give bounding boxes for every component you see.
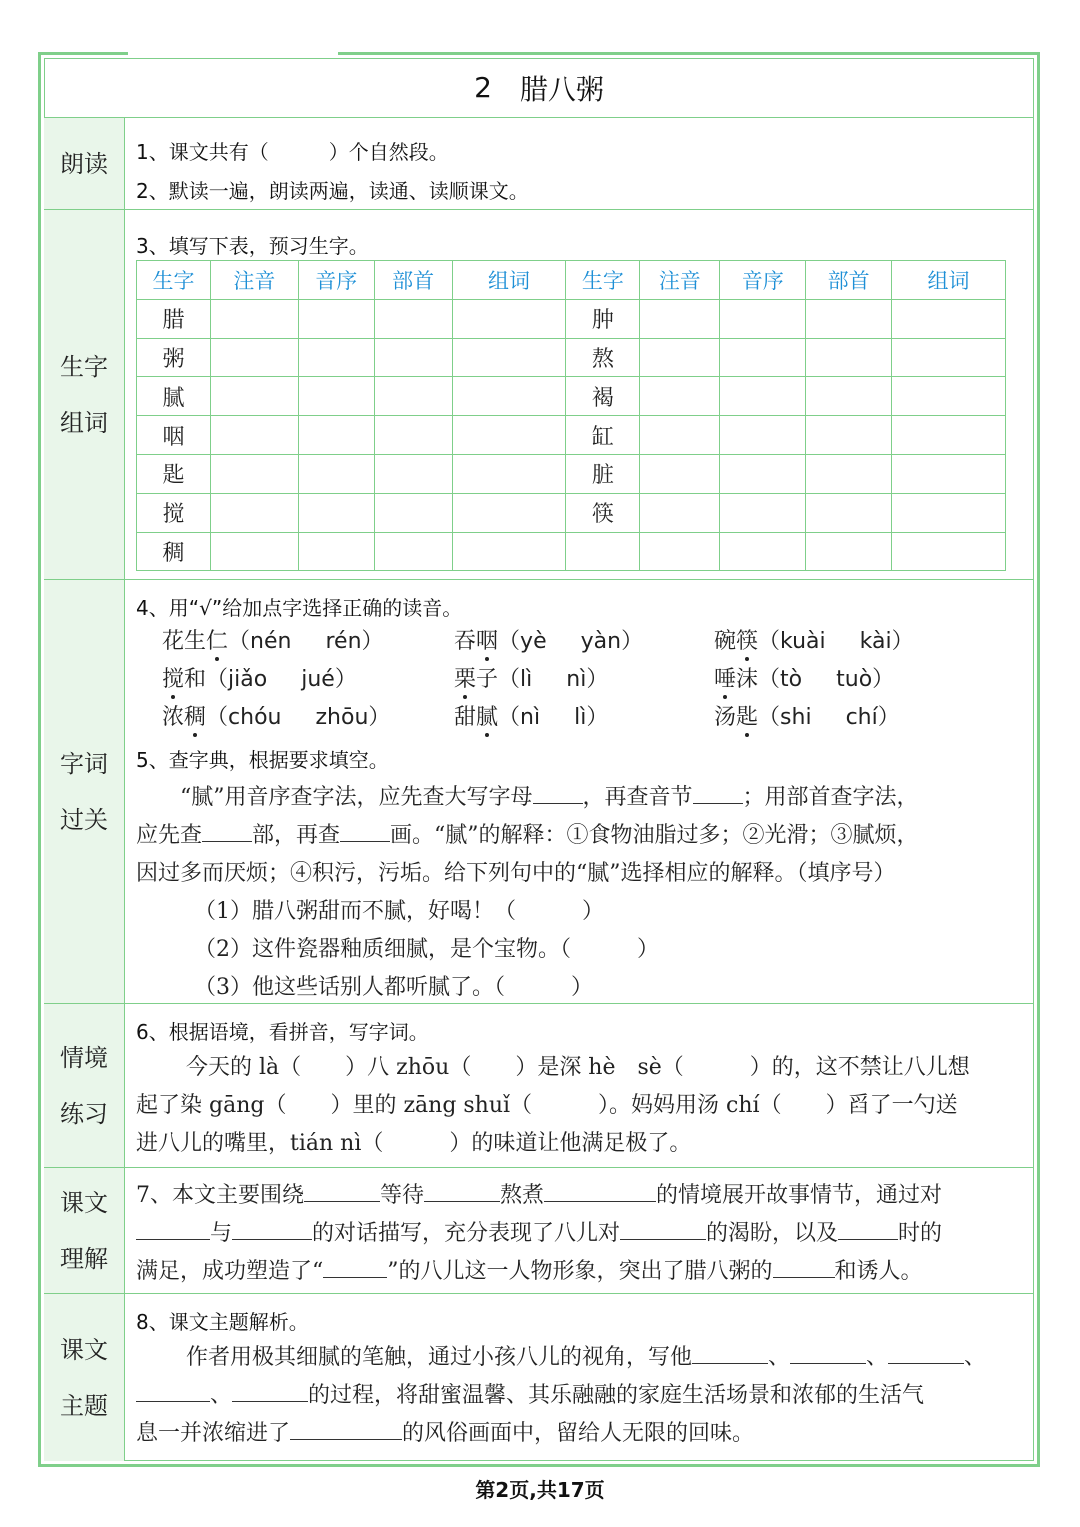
pinyin-option[interactable]: tuò <box>836 667 873 692</box>
pinyin-choice-item: 碗筷（kuài kài） <box>714 624 914 655</box>
answer-blank[interactable] <box>790 1342 866 1364</box>
answer-cell[interactable] <box>210 377 298 416</box>
answer-cell[interactable] <box>210 338 298 377</box>
answer-cell[interactable] <box>374 532 452 571</box>
answer-cell[interactable] <box>210 416 298 455</box>
column-header: 部首 <box>374 261 452 300</box>
dotted-character: 咽 <box>476 624 498 655</box>
question-8: 8、课文主题解析。 <box>136 1310 309 1334</box>
pinyin-option[interactable]: lì <box>520 667 533 692</box>
answer-cell[interactable] <box>892 532 1006 571</box>
answer-blank[interactable] <box>323 1256 387 1278</box>
answer-cell[interactable] <box>892 454 1006 493</box>
answer-cell[interactable] <box>452 532 566 571</box>
answer-blank[interactable] <box>290 1418 402 1440</box>
pinyin-choice-item: 栗子（lì nì） <box>454 662 608 693</box>
pinyin-option[interactable]: shi <box>780 705 812 730</box>
column-header: 音序 <box>298 261 374 300</box>
table-row <box>137 299 1006 338</box>
answer-cell[interactable] <box>298 493 374 532</box>
table-header-row <box>137 261 1006 300</box>
question-2: 2、默读一遍，朗读两遍，读通、读顺课文。 <box>136 179 529 203</box>
character-cell: 熬 <box>566 338 640 377</box>
section-label: 朗读 <box>44 118 125 209</box>
answer-cell[interactable] <box>720 493 806 532</box>
answer-blank[interactable] <box>202 820 252 842</box>
pinyin-choice-item: 浓稠（chóu zhōu） <box>162 700 390 731</box>
character-cell: 粥 <box>137 338 211 377</box>
pinyin-choice-item: 甜腻（nì lì） <box>454 700 608 731</box>
character-cell: 搅 <box>137 493 211 532</box>
dotted-character: 匙 <box>736 700 758 731</box>
answer-blank[interactable] <box>888 1342 964 1364</box>
answer-blank[interactable] <box>620 1218 706 1240</box>
section-context <box>44 1004 1034 1168</box>
answer-cell[interactable] <box>892 299 1006 338</box>
answer-cell[interactable] <box>640 299 720 338</box>
answer-cell[interactable] <box>806 416 892 455</box>
answer-cell[interactable] <box>452 416 566 455</box>
answer-cell[interactable] <box>640 454 720 493</box>
character-cell: 褐 <box>566 377 640 416</box>
dotted-character: 筷 <box>736 624 758 655</box>
answer-cell[interactable] <box>806 299 892 338</box>
answer-cell[interactable] <box>374 299 452 338</box>
character-cell: 脏 <box>566 454 640 493</box>
q5-line-3: 因过多而厌烦；④积污，污垢。给下列句中的“腻”选择相应的解释。（填序号） <box>136 861 896 886</box>
question-6: 6、根据语境，看拼音，写字词。 <box>136 1020 429 1044</box>
lesson-title: 腊八粥 <box>519 72 604 106</box>
page-number: 第2页,共17页 <box>475 1478 605 1502</box>
question-4: 4、用“√”给加点字选择正确的读音。 <box>136 596 463 620</box>
column-header: 注音 <box>210 261 298 300</box>
pinyin-option[interactable]: kuài <box>780 629 826 654</box>
pinyin-option[interactable]: tò <box>780 667 803 692</box>
pinyin-choice-item: 花生仁（nén rén） <box>162 624 384 655</box>
context-line-3: 进八儿的嘴里，tián nì（ ）的味道让他满足极了。 <box>136 1131 692 1156</box>
dotted-character: 唾 <box>714 662 736 693</box>
answer-cell[interactable] <box>452 377 566 416</box>
pinyin-option[interactable]: yàn <box>580 629 622 654</box>
answer-cell[interactable] <box>298 416 374 455</box>
answer-cell[interactable] <box>720 338 806 377</box>
answer-blank[interactable] <box>544 1180 656 1202</box>
section-label: 课文 理解 <box>44 1168 125 1293</box>
q5-line-2: 应先查 部，再查 画。“腻”的解释：①食物油脂过多；②光滑；③腻烦， <box>136 818 919 849</box>
section-words <box>44 580 1034 1004</box>
answer-cell[interactable] <box>452 299 566 338</box>
answer-blank[interactable] <box>773 1256 835 1278</box>
dotted-character: 仁 <box>206 624 228 655</box>
character-cell: 匙 <box>137 454 211 493</box>
answer-cell[interactable] <box>720 377 806 416</box>
sentence-1: （1）腊八粥甜而不腻，好喝！（ ） <box>194 899 604 924</box>
character-cell <box>566 532 640 571</box>
column-header: 注音 <box>640 261 720 300</box>
answer-cell[interactable] <box>640 416 720 455</box>
understanding-line-2: 与 的对话描写，充分表现了八儿对 的渴盼，以及 时的 <box>136 1216 942 1247</box>
table-row <box>137 377 1006 416</box>
dotted-character: 稠 <box>184 700 206 731</box>
pinyin-choice-item: 搅和（jiǎo jué） <box>162 662 357 693</box>
answer-cell[interactable] <box>374 493 452 532</box>
answer-cell[interactable] <box>892 493 1006 532</box>
understanding-line-3: 满足，成功塑造了“ ”的八儿这一人物形象，突出了腊八粥的 和诱人。 <box>136 1254 923 1285</box>
section-reading <box>44 118 1034 210</box>
answer-cell[interactable] <box>298 338 374 377</box>
dotted-character: 腻 <box>476 700 498 731</box>
character-table <box>136 260 1006 571</box>
pinyin-option[interactable]: jiǎo <box>228 667 268 692</box>
sentence-2: （2）这件瓷器釉质细腻，是个宝物。（ ） <box>194 937 659 962</box>
border-gap <box>128 48 338 58</box>
column-header: 生字 <box>137 261 211 300</box>
section-characters <box>44 210 1034 580</box>
table-row <box>137 454 1006 493</box>
answer-blank[interactable] <box>232 1218 312 1240</box>
pinyin-option[interactable]: kài <box>859 629 892 654</box>
pinyin-option[interactable]: nén <box>250 629 292 654</box>
character-cell: 缸 <box>566 416 640 455</box>
character-cell: 筷 <box>566 493 640 532</box>
answer-cell[interactable] <box>720 299 806 338</box>
column-header: 组词 <box>452 261 566 300</box>
answer-blank[interactable] <box>232 1380 308 1402</box>
answer-blank[interactable] <box>693 782 743 804</box>
answer-blank[interactable] <box>304 1180 380 1202</box>
section-label: 情境 练习 <box>44 1004 125 1167</box>
answer-cell[interactable] <box>210 493 298 532</box>
answer-cell[interactable] <box>374 416 452 455</box>
answer-cell[interactable] <box>452 338 566 377</box>
table-row <box>137 532 1006 571</box>
pinyin-option[interactable]: chí <box>845 705 878 730</box>
column-header: 音序 <box>720 261 806 300</box>
sentence-3: （3）他这些话别人都听腻了。（ ） <box>194 975 593 1000</box>
question-3: 3、填写下表，预习生字。 <box>136 234 369 258</box>
answer-cell[interactable] <box>298 377 374 416</box>
understanding-line-1: 7、本文主要围绕 等待 熬煮 的情境展开故事情节，通过对 <box>136 1178 942 1209</box>
character-cell: 肿 <box>566 299 640 338</box>
character-cell: 腻 <box>137 377 211 416</box>
pinyin-option[interactable]: jué <box>301 667 335 692</box>
answer-cell[interactable] <box>806 338 892 377</box>
answer-cell[interactable] <box>892 377 1006 416</box>
pinyin-option[interactable]: nì <box>520 705 541 730</box>
question-5: 5、查字典，根据要求填空。 <box>136 748 389 772</box>
dotted-character: 栗 <box>454 662 476 693</box>
section-label: 字词 过关 <box>44 580 125 1003</box>
pinyin-choice-item: 唾沫（tò tuò） <box>714 662 894 693</box>
context-line-2: 起了染 gāng（ ）里的 zāng shuǐ（ ）。妈妈用汤 chí（ ）舀了一勺送 <box>136 1093 958 1118</box>
pinyin-option[interactable]: yè <box>520 629 547 654</box>
pinyin-option[interactable]: nì <box>566 667 587 692</box>
answer-cell[interactable] <box>892 416 1006 455</box>
column-header: 组词 <box>892 261 1006 300</box>
pinyin-choice-item: 吞咽（yè yàn） <box>454 624 643 655</box>
answer-cell[interactable] <box>298 299 374 338</box>
answer-cell[interactable] <box>640 493 720 532</box>
answer-blank[interactable] <box>136 1380 210 1402</box>
answer-cell[interactable] <box>720 416 806 455</box>
answer-cell[interactable] <box>806 493 892 532</box>
answer-cell[interactable] <box>720 454 806 493</box>
answer-cell[interactable] <box>374 377 452 416</box>
answer-blank[interactable] <box>136 1218 210 1240</box>
answer-blank[interactable] <box>692 1342 768 1364</box>
section-understanding <box>44 1168 1034 1294</box>
answer-cell[interactable] <box>298 454 374 493</box>
answer-cell[interactable] <box>640 338 720 377</box>
column-header: 生字 <box>566 261 640 300</box>
pinyin-option[interactable]: chóu <box>228 705 282 730</box>
pinyin-option[interactable]: zhōu <box>315 705 369 730</box>
context-line-1: 今天的 là（ ）八 zhōu（ ）是深 hè sè（ ）的，这不禁让八儿想 <box>186 1055 970 1080</box>
answer-cell[interactable] <box>210 299 298 338</box>
answer-cell[interactable] <box>374 338 452 377</box>
page-title <box>44 58 1034 118</box>
section-label: 课文 主题 <box>44 1294 125 1461</box>
theme-line-2: 、 的过程，将甜蜜温馨、其乐融融的家庭生活场景和浓郁的生活气 <box>136 1378 924 1409</box>
answer-blank[interactable] <box>340 820 390 842</box>
answer-cell[interactable] <box>298 532 374 571</box>
section-label: 生字 组词 <box>44 210 125 579</box>
pinyin-option[interactable]: rén <box>325 629 362 654</box>
answer-cell[interactable] <box>210 532 298 571</box>
character-cell: 咽 <box>137 416 211 455</box>
theme-line-1: 作者用极其细腻的笔触，通过小孩八儿的视角，写他 、 、 、 <box>186 1340 986 1371</box>
pinyin-option[interactable]: lì <box>574 705 587 730</box>
theme-line-3: 息一并浓缩进了 的风俗画面中，留给人无限的回味。 <box>136 1416 754 1447</box>
table-row <box>137 338 1006 377</box>
answer-cell[interactable] <box>210 454 298 493</box>
answer-cell[interactable] <box>640 377 720 416</box>
section-theme <box>44 1294 1034 1461</box>
answer-blank[interactable] <box>533 782 583 804</box>
answer-cell[interactable] <box>374 454 452 493</box>
answer-cell[interactable] <box>806 532 892 571</box>
answer-cell[interactable] <box>452 454 566 493</box>
pinyin-choice-item: 汤匙（shi chí） <box>714 700 900 731</box>
q5-line-1: “腻”用音序查字法，应先查大写字母 ，再查音节 ；用部首查字法， <box>180 780 919 811</box>
lesson-number: 2 <box>474 71 492 104</box>
answer-cell[interactable] <box>806 454 892 493</box>
question-1: 1、课文共有（ ）个自然段。 <box>136 140 449 164</box>
answer-cell[interactable] <box>452 493 566 532</box>
column-header: 部首 <box>806 261 892 300</box>
answer-cell[interactable] <box>720 532 806 571</box>
answer-cell[interactable] <box>892 338 1006 377</box>
answer-cell[interactable] <box>640 532 720 571</box>
character-cell: 腊 <box>137 299 211 338</box>
answer-blank[interactable] <box>838 1218 898 1240</box>
table-row <box>137 493 1006 532</box>
table-row <box>137 416 1006 455</box>
answer-cell[interactable] <box>806 377 892 416</box>
answer-blank[interactable] <box>424 1180 500 1202</box>
dotted-character: 搅 <box>162 662 184 693</box>
character-cell: 稠 <box>137 532 211 571</box>
